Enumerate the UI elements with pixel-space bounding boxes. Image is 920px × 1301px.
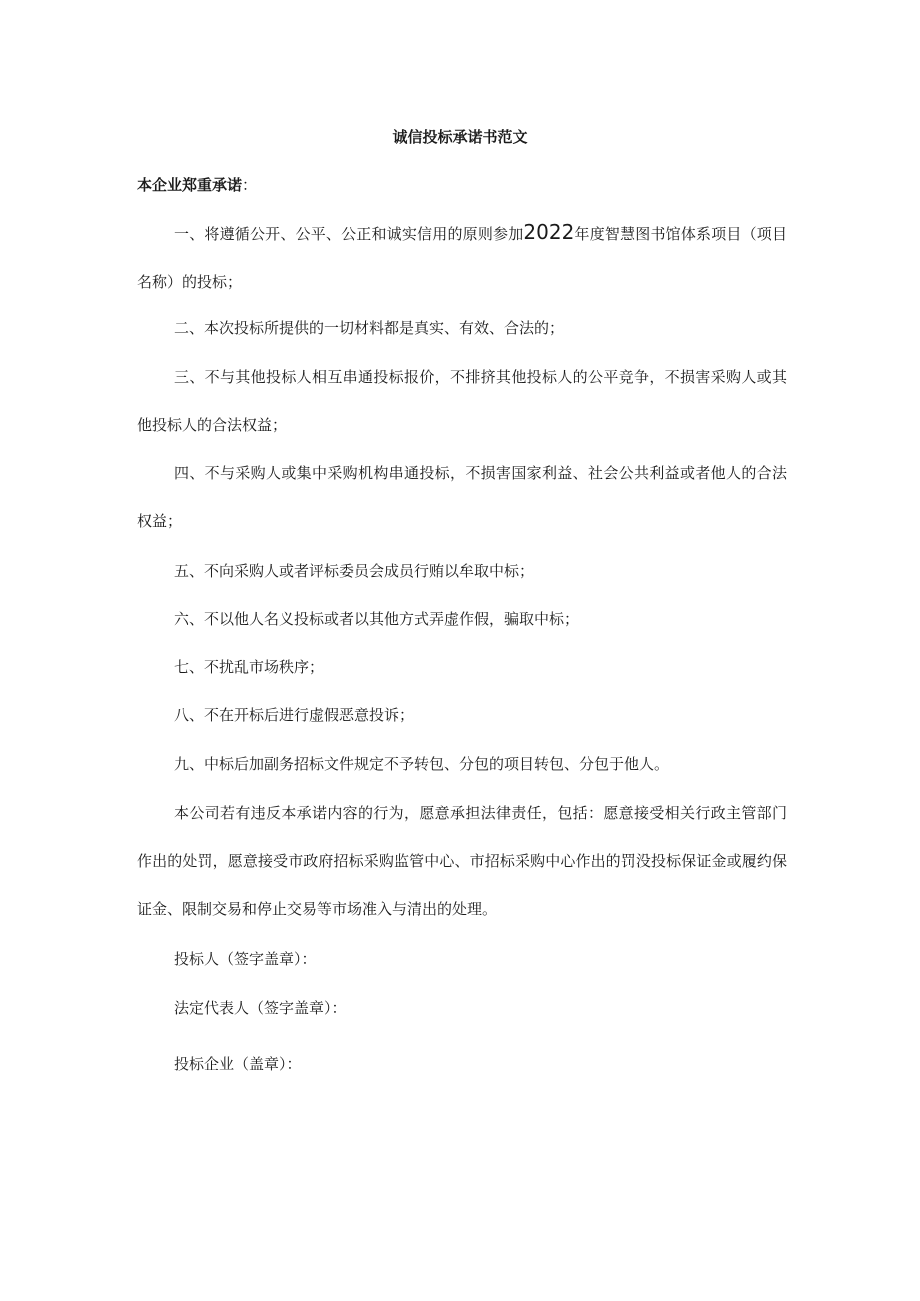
lead-statement-colon: ： [242,176,258,194]
signature-company-seal: 投标企业（盖章）： [174,1055,302,1073]
commitment-item-1-text-b: 年度智慧图书馆体系项目（项目名称）的投标； [137,225,787,291]
commitment-item-9: 九、中标后加副务招标文件规定不予转包、分包的项目转包、分包于他人。 [174,755,670,773]
signature-bidder: 投标人（签字盖章）： [174,950,317,968]
commitment-item-3: 三、不与其他投标人相互串通投标报价，不排挤其他投标人的公平竞争，不损害采购人或其他投标人的合法权益； [137,368,787,434]
liability-paragraph: 本公司若有违反本承诺内容的行为，愿意承担法律责任，包括：愿意接受相关行政主管部门作出的处罚，愿意接受市政府招标采购监管中心、市招标采购中心作出的罚没投标保证金或履约保证金、限制交易和停止交易等市场准入与清出的处理。 [137,804,787,918]
commitment-item-2: 二、本次投标所提供的一切材料都是真实、有效、合法的； [174,319,565,337]
commitment-item-4: 四、不与采购人或集中采购机构串通投标，不损害国家利益、社会公共利益或者他人的合法权益； [137,464,787,530]
commitment-item-8: 八、不在开标后进行虚假恶意投诉； [174,706,415,724]
document-title: 诚信投标承诺书范文 [392,128,528,146]
commitment-item-7: 七、不扰乱市场秩序； [174,658,325,676]
commitment-item-5: 五、不向采购人或者评标委员会成员行贿以牟取中标； [174,562,535,580]
commitment-item-6: 六、不以他人名义投标或者以其他方式弄虚作假，骗取中标； [174,610,580,628]
signature-legal-representative: 法定代表人（签字盖章）： [174,999,347,1017]
commitment-item-1-text-a: 一、将遵循公开、公平、公正和诚实信用的原则参加 [174,225,524,243]
lead-statement [137,174,257,196]
commitment-item-1-year: 2022 [523,220,575,244]
lead-statement-label: 本企业郑重承诺 [137,176,243,194]
commitment-item-1 [137,208,787,306]
